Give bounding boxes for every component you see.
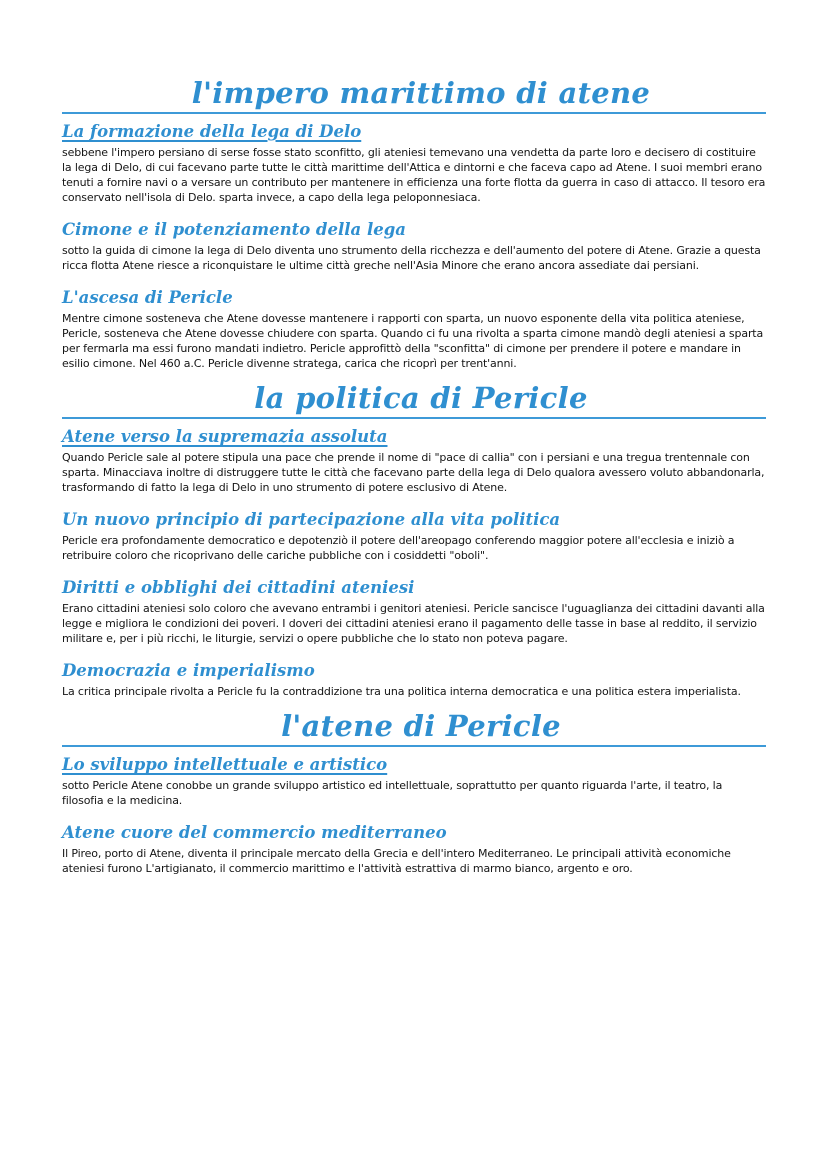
spacer [0, 495, 828, 510]
spacer [0, 808, 828, 823]
section-title: La formazione della lega di Delo [62, 122, 362, 141]
section-formazione-lega [62, 122, 766, 205]
spacer [0, 371, 828, 381]
chapter-divider [62, 745, 766, 747]
chapter-politica-pericle [0, 381, 828, 699]
section-cimone [62, 220, 766, 273]
spacer [0, 273, 828, 288]
section-body: La critica principale rivolta a Pericle fu la contraddizione tra una politica interna democratica e una politica estera imperialista. [62, 685, 741, 698]
section-body: sebbene l'impero persiano di serse fosse stato sconfitto, gli ateniesi temevano una vendetta da parte loro e decisero di costituire la lega di Delo, di cui facevano parte tutte le città marittime dell'Attica e dintorni e che faceva capo ad Atene. I suoi membri erano tenuti a fornire navi o a versare un contributo per mantenere in efficienza una forte flotta da guerra in caso di attacco. Il tesoro era conservato nell'isola di Delo. sparta invece, a capo della lega peloponnesiaca. [62, 146, 766, 204]
chapter-title-wrap [0, 381, 828, 415]
chapter-title-wrap [0, 76, 828, 110]
section-body: Quando Pericle sale al potere stipula una pace che prende il nome di "pace di callia" con i persiani e una tregua trentennale con sparta. Minacciava inoltre di distruggere tutte le città che facevano parte della lega di Delo qualora avessero voluto abbandonarla, trasformando di fatto la lega di Delo in uno strumento di potere esclusivo di Atene. [62, 451, 765, 494]
section-title: Cimone e il potenziamento della lega [62, 220, 406, 239]
spacer [0, 563, 828, 578]
chapter-title-wrap [0, 709, 828, 743]
chapter-divider [62, 112, 766, 114]
section-body: sotto Pericle Atene conobbe un grande sviluppo artistico ed intellettuale, soprattutto per quanto riguarda l'arte, il teatro, la filosofia e la medicina. [62, 779, 723, 807]
chapter-divider [62, 417, 766, 419]
section-title: Lo sviluppo intellettuale e artistico [62, 755, 388, 774]
section-title: Atene verso la supremazia assoluta [62, 427, 388, 446]
chapter-title: l'impero marittimo di atene [191, 76, 651, 110]
section-title: Un nuovo principio di partecipazione alla vita politica [62, 510, 561, 529]
section-body: sotto la guida di cimone la lega di Delo diventa uno strumento della ricchezza e dell'aumento del potere di Atene. Grazie a questa ricca flotta Atene riesce a riconquistare le ultime città greche nell'Asia Minore che erano ancora assediate dai persiani. [62, 244, 761, 272]
section-title: L'ascesa di Pericle [62, 288, 233, 307]
section-ascesa-pericle [62, 288, 766, 371]
section-title: Atene cuore del commercio mediterraneo [62, 823, 447, 842]
section-democrazia-imperialismo [62, 661, 766, 699]
section-body: Pericle era profondamente democratico e depotenziò il potere dell'areopago conferendo maggior potere all'ecclesia e iniziò a retribuire coloro che ricoprivano delle cariche pubbliche con i cosiddetti "oboli". [62, 534, 735, 562]
spacer [0, 646, 828, 661]
spacer [0, 699, 828, 709]
section-body: Erano cittadini ateniesi solo coloro che avevano entrambi i genitori ateniesi. Pericle sancisce l'uguaglianza dei cittadini davanti alla legge e migliora le condizioni dei poveri. I doveri dei cittadini ateniesi erano il pagamento delle tasse in base al reddito, il servizio militare e, per i più ricchi, le liturgie, servizi o opere pubbliche che lo stato non poteva pagare. [62, 602, 765, 645]
section-commercio [62, 823, 766, 876]
section-sviluppo [62, 755, 766, 808]
section-title: Diritti e obblighi dei cittadini ateniesi [62, 578, 415, 597]
chapter-title: la politica di Pericle [254, 381, 588, 415]
section-title: Democrazia e imperialismo [62, 661, 315, 680]
section-supremazia [62, 427, 766, 495]
section-body: Mentre cimone sosteneva che Atene dovesse mantenere i rapporti con sparta, un nuovo esponente della vita politica ateniese, Pericle, sosteneva che Atene dovesse chiudere con sparta. Quando ci fu una rivolta a sparta cimone mandò degli ateniesi a sparta per fermarla ma essi furono mandati indietro. Pericle approfittò della "sconfitta" di cimone per prendere il potere e mandare in esilio cimone. Nel 460 a.C. Pericle divenne stratega, carica che ricoprì per trent'anni. [62, 312, 764, 370]
section-body: Il Pireo, porto di Atene, diventa il principale mercato della Grecia e dell'intero Mediterraneo. Le principali attività economiche ateniesi furono L'artigianato, il commercio marittimo e l'attività estrattiva di marmo bianco, argento e oro. [62, 847, 731, 875]
spacer [0, 205, 828, 220]
section-diritti-obblighi [62, 578, 766, 646]
chapter-impero-marittimo [0, 76, 828, 371]
chapter-title: l'atene di Pericle [281, 709, 561, 743]
chapter-atene-pericle [0, 709, 828, 876]
section-partecipazione [62, 510, 766, 563]
